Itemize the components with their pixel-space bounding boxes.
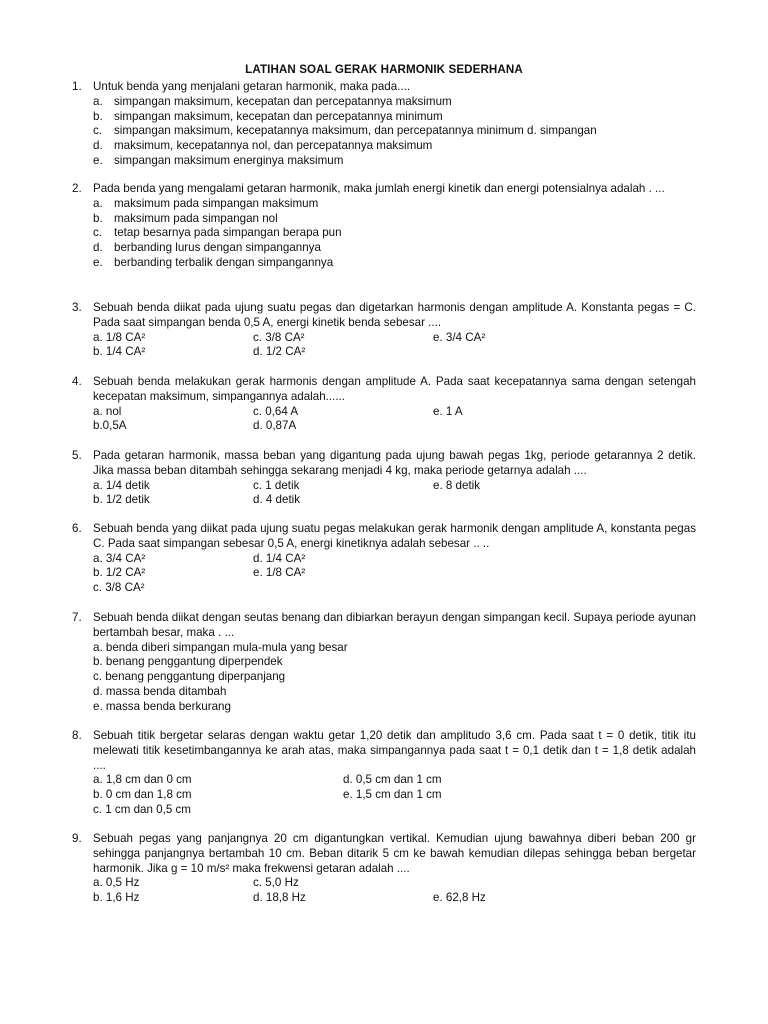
option-text: maksimum pada simpangan maksimum <box>114 196 319 210</box>
question-3 <box>72 301 696 360</box>
option-empty <box>253 581 433 596</box>
option-text: simpangan maksimum energinya maksimum <box>114 153 344 167</box>
option-d <box>93 241 696 256</box>
question-number: 7. <box>72 611 82 624</box>
option-list <box>93 95 696 169</box>
question-number: 9. <box>72 832 82 845</box>
option-b: b. 0 cm dan 1,8 cm <box>93 788 192 802</box>
option-text: berbanding terbalik dengan simpangannya <box>114 255 334 269</box>
question-number: 3. <box>72 301 82 314</box>
option-grid <box>93 552 696 596</box>
option-text: maksimum, kecepatannya nol, dan percepatannya maksimum <box>114 139 433 153</box>
option-c: c. benang penggantung diperpanjang <box>93 670 286 684</box>
question-text: Sebuah benda diikat pada ujung suatu pegas dan digetarkan harmonis dengan amplitude A. Konstanta pegas = C. Pada saat simpangan benda 0,5 A, energi kinetik benda sebesar .... <box>93 301 696 329</box>
option-d: d. 1/4 CA² <box>253 551 306 565</box>
option-e: e. 8 detik <box>433 478 481 492</box>
question-text: Pada benda yang mengalami getaran harmonik, maka jumlah energi kinetik dan energi potensialnya adalah . ... <box>93 182 665 195</box>
option-e: e. 1 A <box>433 404 463 418</box>
option-letter: b. <box>93 211 103 225</box>
option-grid <box>93 876 696 906</box>
option-b: b. benang penggantung diperpendek <box>93 655 283 669</box>
question-text: Sebuah benda yang diikat pada ujung suatu pegas melakukan gerak harmonik dengan amplitude A, konstanta pegas C. Pada saat simpangan sebesar 0,5 A, energi kinetiknya adalah sebesar .. .. <box>93 522 696 550</box>
option-b: b. 1/2 CA² <box>93 566 146 580</box>
option-c: c. 3/8 CA² <box>253 330 305 344</box>
option-d: d. 4 detik <box>253 493 301 507</box>
option-d <box>93 139 696 154</box>
option-e: e. massa benda berkurang <box>93 699 231 713</box>
option-c: c. 3/8 CA² <box>93 581 145 595</box>
question-7 <box>72 611 696 715</box>
option-letter: e. <box>93 255 103 269</box>
question-2 <box>72 182 696 271</box>
question-5 <box>72 449 696 508</box>
option-a: a. nol <box>93 404 122 418</box>
option-empty <box>433 581 593 596</box>
option-c: c. 5,0 Hz <box>253 876 299 890</box>
option-empty <box>433 345 593 360</box>
option-e <box>93 256 696 271</box>
option-b: b.0,5A <box>93 419 127 433</box>
option-a: a. 1/8 CA² <box>93 330 146 344</box>
question-number: 5. <box>72 449 82 462</box>
option-e <box>93 154 696 169</box>
question-number: 8. <box>72 729 82 742</box>
option-c: c. 1 detik <box>253 478 300 492</box>
option-c <box>93 124 696 139</box>
option-e: e. 3/4 CA² <box>433 330 486 344</box>
option-a: a. benda diberi simpangan mula-mula yang besar <box>93 640 348 654</box>
option-letter: b. <box>93 109 103 123</box>
option-c: c. 0,64 A <box>253 404 299 418</box>
option-a <box>93 197 696 212</box>
option-text: simpangan maksimum, kecepatan dan percepatannya maksimum <box>114 94 452 108</box>
question-text: Sebuah benda melakukan gerak harmonis dengan amplitude A. Pada saat kecepatannya sama dengan setengah kecepatan maksimum, simpangannya adalah...... <box>93 375 696 403</box>
option-d: d. 0,87A <box>253 419 297 433</box>
option-letter: a. <box>93 94 103 108</box>
option-b: b. 1/2 detik <box>93 493 150 507</box>
question-4 <box>72 375 696 434</box>
option-a: a. 3/4 CA² <box>93 551 146 565</box>
question-text: Pada getaran harmonik, massa beban yang digantung pada ujung bawah pegas 1kg, periode getarannya 2 detik. Jika massa beban ditambah sehingga sekarang menjadi 4 kg, maka periode getarnya adalah .... <box>93 449 696 477</box>
option-empty <box>343 803 593 818</box>
option-letter: c. <box>93 226 103 240</box>
option-a: a. 0,5 Hz <box>93 876 140 890</box>
option-letter: a. <box>93 196 103 210</box>
option-c: c. 1 cm dan 0,5 cm <box>93 802 191 816</box>
option-text: simpangan maksimum, kecepatannya maksimum, dan percepatannya minimum d. simpangan <box>114 124 597 138</box>
option-e: e. 1/8 CA² <box>253 566 306 580</box>
option-e: e. 62,8 Hz <box>433 891 486 905</box>
question-number: 4. <box>72 375 82 388</box>
question-1 <box>72 80 696 169</box>
option-d: d. 0,5 cm dan 1 cm <box>343 773 442 787</box>
option-c <box>93 226 696 241</box>
option-d: d. massa benda ditambah <box>93 684 227 698</box>
option-letter: d. <box>93 139 103 153</box>
option-empty <box>433 566 593 581</box>
option-grid <box>93 479 696 509</box>
option-text: berbanding lurus dengan simpangannya <box>114 241 321 255</box>
question-text: Sebuah titik bergetar selaras dengan waktu getar 1,20 detik dan amplitudo 3,6 cm. Pada saat t = 0 detik, titik itu melewati titik kesetimbangannya ke arah atas, maka simpangannya pada saat t = 0,1 detik dan t = 1,8 detik adalah .... <box>93 729 696 772</box>
option-letter: e. <box>93 153 103 167</box>
option-grid <box>93 331 696 361</box>
option-empty <box>433 493 593 508</box>
question-number: 2. <box>72 182 82 195</box>
page-title: LATIHAN SOAL GERAK HARMONIK SEDERHANA <box>245 63 523 76</box>
option-b <box>93 110 696 125</box>
option-a: a. 1,8 cm dan 0 cm <box>93 773 192 787</box>
option-list <box>93 641 696 715</box>
option-b: b. 1/4 CA² <box>93 345 146 359</box>
option-letter: d. <box>93 241 103 255</box>
option-d: d. 18,8 Hz <box>253 891 306 905</box>
option-d: d. 1/2 CA² <box>253 345 306 359</box>
question-number: 1. <box>72 80 82 93</box>
option-e: e. 1,5 cm dan 1 cm <box>343 788 442 802</box>
question-number: 6. <box>72 522 82 535</box>
option-letter: c. <box>93 124 103 138</box>
question-text: Sebuah benda diikat dengan seutas benang dan dibiarkan berayun dengan simpangan kecil. Supaya periode ayunan bertambah besar, maka . ... <box>93 611 696 639</box>
option-list <box>93 197 696 271</box>
option-grid <box>93 773 696 817</box>
question-8 <box>72 729 696 818</box>
option-empty <box>433 876 593 891</box>
option-a <box>93 95 696 110</box>
option-text: maksimum pada simpangan nol <box>114 211 278 225</box>
option-b: b. 1,6 Hz <box>93 891 140 905</box>
question-9 <box>72 832 696 906</box>
option-text: simpangan maksimum, kecepatan dan percepatannya minimum <box>114 109 443 123</box>
option-empty <box>433 419 593 434</box>
option-b <box>93 212 696 227</box>
option-grid <box>93 405 696 435</box>
option-empty <box>433 552 593 567</box>
question-6 <box>72 522 696 596</box>
question-text: Untuk benda yang menjalani getaran harmonik, maka pada.... <box>93 80 411 93</box>
option-text: tetap besarnya pada simpangan berapa pun <box>114 226 342 240</box>
option-a: a. 1/4 detik <box>93 478 150 492</box>
question-text: Sebuah pegas yang panjangnya 20 cm digantungkan vertikal. Kemudian ujung bawahnya diberi beban 200 gr sehingga panjangnya bertambah 10 cm. Beban ditarik 5 cm ke bawah kemudian dilepas sehingga beban bergetar harmonik. Jika g = 10 m/s² maka frekwensi getaran adalah .... <box>93 832 696 875</box>
